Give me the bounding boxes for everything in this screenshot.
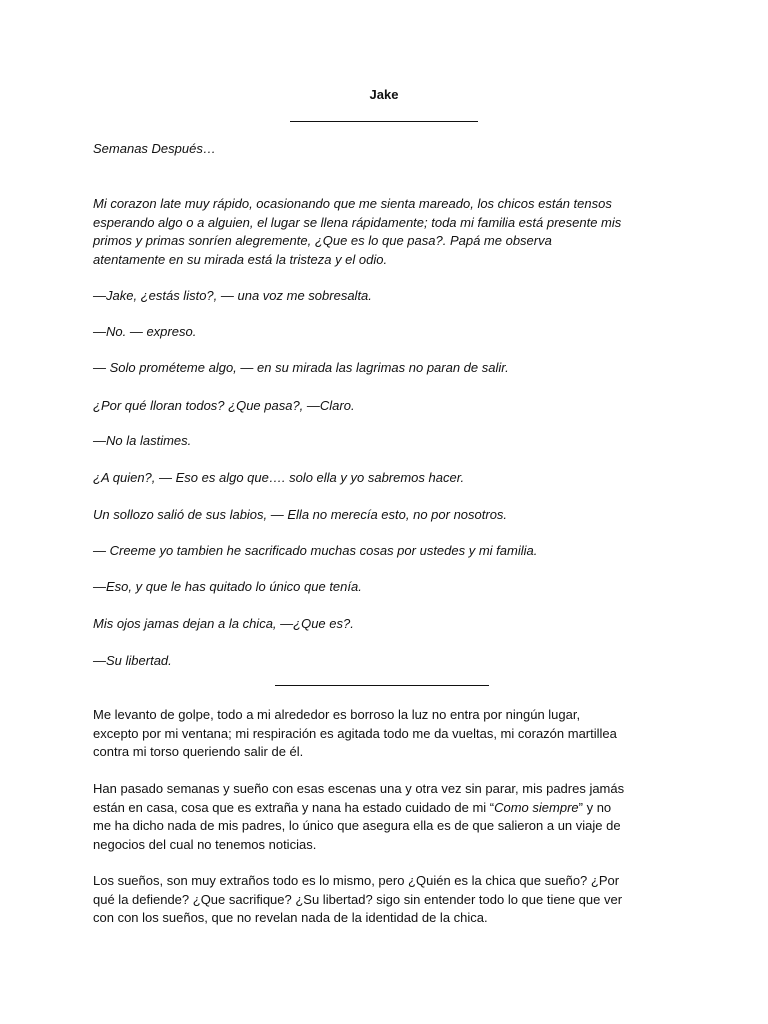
paragraph-line: Han pasado semanas y sueño con esas escenas una y otra vez sin parar, mis padres jamás — [93, 781, 625, 796]
dialogue-line: — Creeme yo tambien he sacrificado muchas cosas por ustedes y mi familia. — [93, 543, 538, 558]
paragraph-line: esperando algo o a alguien, el lugar se llena rápidamente; toda mi familia está presente mis — [93, 214, 622, 230]
wake-paragraph — [93, 706, 678, 762]
section-divider — [275, 685, 489, 686]
paragraph-line: me ha dicho nada de mis padres, lo único que asegura ella es de que salieron a un viaje de — [93, 818, 621, 833]
dialogue-line: —No la lastimes. — [93, 433, 192, 448]
dialogue-line: —Su libertad. — [93, 653, 172, 668]
paragraph-line: contra mi torso queriendo salir de él. — [93, 744, 304, 759]
dreams-paragraph — [93, 872, 678, 928]
dialogue-line: Mis ojos jamas dejan a la chica, —¿Que es?. — [93, 616, 354, 631]
dialogue-line: ¿A quien?, — Eso es algo que…. solo ella y yo sabremos hacer. — [93, 470, 465, 485]
paragraph-line — [93, 799, 678, 818]
dream-paragraph — [93, 195, 678, 269]
emphasis-text: Como siempre — [494, 799, 579, 815]
dialogue-line: —Jake, ¿estás listo?, — una voz me sobresalta. — [93, 288, 372, 303]
dialogue-line: —No. — expreso. — [93, 324, 197, 339]
paragraph-line: Me levanto de golpe, todo a mi alrededor es borroso la luz no entra por ningún lugar, — [93, 707, 581, 722]
paragraph-line: primos y primas sonríen alegremente, ¿Que es lo que pasa?. Papá me observa — [93, 233, 552, 248]
title-underline — [290, 121, 478, 122]
chapter-title: Jake — [369, 87, 399, 102]
paragraph-line: Los sueños, son muy extraños todo es lo mismo, pero ¿Quién es la chica que sueño? ¿Por — [93, 873, 620, 888]
text-run: ” y no — [578, 799, 612, 815]
weeks-paragraph — [93, 780, 678, 854]
intro-line: Semanas Después… — [93, 141, 216, 156]
paragraph-line: negocios del cual no tenemos noticias. — [93, 836, 317, 852]
dialogue-line: ¿Por qué lloran todos? ¿Que pasa?, —Claro. — [93, 398, 355, 413]
paragraph-line: excepto por mi ventana; mi respiración es agitada todo me da vueltas, mi corazón martillea — [93, 725, 617, 741]
dialogue-line: Un sollozo salió de sus labios, — Ella no merecía esto, no por nosotros. — [93, 507, 508, 522]
text-run: están en casa, cosa que es extraña y nana ha estado cuidado de mi “ — [93, 799, 495, 815]
dialogue-line: — Solo prométeme algo, — en su mirada las lagrimas no paran de salir. — [93, 360, 509, 375]
paragraph-line: con con los sueños, que no revelan nada de la identidad de la chica. — [93, 910, 488, 925]
paragraph-line: Mi corazon late muy rápido, ocasionando que me sienta mareado, los chicos están tensos — [93, 196, 612, 211]
dialogue-line: —Eso, y que le has quitado lo único que tenía. — [93, 579, 362, 594]
paragraph-line: qué la defiende? ¿Que sacrifique? ¿Su libertad? sigo sin entender todo lo que tiene que ver — [93, 891, 623, 907]
paragraph-line: atentamente en su mirada está la tristeza y el odio. — [93, 251, 388, 267]
